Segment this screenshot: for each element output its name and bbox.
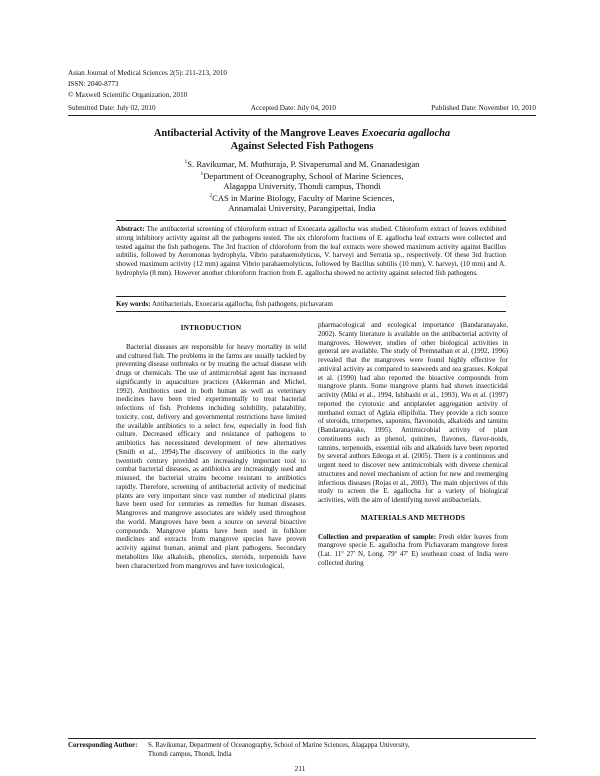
author-list: $^1$S. Ravikumar, M. Muthuraja, P. Sivaperumal and M. Gnanadesigan (184, 158, 420, 169)
page-number: 211 (294, 764, 306, 773)
abstract-label: Abstract: (116, 225, 145, 233)
keywords-rule (116, 311, 506, 312)
abstract-top-rule (116, 220, 506, 221)
header-rule (68, 115, 536, 116)
introduction-paragraph-1: Bacterial diseases are responsible for heavy mortality in wild and cultured fish. The problems in the farms are usually tackled by preventing disease outbreaks or by treating the actual disease with drugs or chemicals. The use of antimicrobial agent has increased significantly in aquaculture practices (Akkerman and Michel, 1992). Antibiotics used in both human as well as veterinary medicines have been tried experimentally to treat bacterial infections of fish. Problems including solubility, palatability, toxicity, cost, delivery and governmental restrictions have limited the available antibiotics to a select few, especially in food fish culture. Decreased efficacy and resistance of pathogens to antibiotics has necessitated development of new alternatives (Smith et al., 1994).The discovery of antibiotics in the early twentieth century provided an increasingly important tool to combat bacterial diseases, as antibiotics are increasingly used and misused, the bacterial strains become resistant to antibiotics rapidly. Therefore, screening of antibacterial activity of medicinal plants are very important since vast number of medicinal plants have been used for centuries as remedies for human diseases. Mangroves and mangrove associates are widely used throughout the world. Mangroves have been a source on several bioactive compounds. Mangrove plants have been used in folklore medicines and extracts from mangrove species have proven activity against human, animal and plant pathogens. Secondary metabolites like alkaloids, phenolics, steroids, terpenoids have been characterized from mangroves and have toxicological, (116, 342, 306, 570)
published-date: Published Date: November 10, 2010 (431, 104, 536, 112)
journal-copyright: © Maxwell Scientific Organization, 2010 (68, 91, 188, 99)
affiliation-2-line-2: Annamalai University, Parangipettai, India (228, 203, 376, 214)
methods-paragraph (318, 533, 508, 568)
methods-text: Fresh elder leaves from mangrove specie E. agallocha from Pichavaram mangrove forest (Lat. 11º 27' N, Long. 79º 47' E) southeast coast of India were collected during (318, 532, 508, 567)
keywords (116, 300, 506, 309)
corresponding-label: Corresponding Author: (68, 742, 138, 749)
left-column (116, 321, 306, 570)
journal-citation: Asian Journal of Medical Sciences 2(5): 211-213, 2010 (68, 69, 228, 77)
methods-heading: MATERIALS AND METHODS (360, 512, 466, 522)
introduction-paragraph-2: pharmacological and ecological importance (Bandaranayake, 2002). Scanty literature is available on the antibacterial activity of mangroves. However, studies of other biological activities in general are available. The study of Premnathan et al. (1992, 1996) revealed that the mangroves were found highly effective for antiviral activity as compared to seaweeds and sea grasses. Kokpal et al. (1990) had also reported the bioactive compounds from mangrove plants. Some mangrove plants had shown insecticidal activity (Miki et al., 1994, Ishibashi et al., 1993). Wu et al. (1997) reported the cytotoxic and antiplatelet aggregation activity of methanol extract of Aglaia ellipifolia. They provide a rich source of steroids, triterpenes, saponins, flavonoids, alkaloids and tannins (Bandaranayake, 1995). Antimicrobial activity of plant constituents such as phenol, quinines, flavones, flavor-noids, tannins, terpenoids, essential oils and alkaloids have been reported by several authors Edeoga et al. (2005). There is a continuous and urgent need to discover new antimicrobials with diverse chemical structures and novel mechanism of action for new and reemerging infectious diseases (Rojas et al., 2003). The main objectives of this study to screen the E. agallocha for a variety of biological activities, with the aim of identifying novel antibacterials. (318, 321, 508, 504)
abstract (116, 225, 506, 278)
abstract-bottom-rule (116, 296, 506, 297)
introduction-heading: INTRODUCTION (180, 323, 242, 332)
affiliation-1-line-2: Alagappa University, Thondi campus, Thondi (223, 181, 381, 192)
paper-title: Antibacterial Activity of the Mangrove Leaves Exoecaria agallocha Against Selected Fish Pathogens (68, 127, 536, 153)
methods-subheading: Collection and preparation of sample: (318, 532, 437, 541)
title-line-2: Against Selected Fish Pathogens (230, 141, 374, 152)
footnote-rule (68, 738, 536, 739)
keywords-label: Key words: (116, 300, 151, 308)
journal-dates (68, 104, 536, 112)
corresponding-author (68, 741, 536, 759)
abstract-text: The antibacterial screening of chloroform extract of Exoecaria agallocha was studied. Chloroform extract of leaves exhibited strong inhibitory activity against all the pathogens tested. The six chloroform fractions of E. agallocha leaf extracts were collected and tested against the fish pathogens. The 3rd fraction of chloroform from the leaf extracts were showed maximum activity against Bacillus subtilis, followed by Aeromonas hydrophyla, Vibrio parahaemolyticus, V. harveyi and Serratia sp., respectively. Of these 3rd fraction showed maximum activity (12 mm) against Vibrio parahaemolyticus, followed by Bacillus subtilis (10 mm), V. harveyi, (10 mm) and A. hydrophyla (8 mm). However another chloroform fraction from E. agallocha showed no activity against selected fish pathogens. (116, 225, 506, 277)
accepted-date: Accepted Date: July 04, 2010 (250, 104, 337, 112)
affiliation-1-line-1: Department of Oceanography, School of Marine Sciences, (203, 170, 404, 181)
authors-block: $^1$S. Ravikumar, M. Muthuraja, P. Sivaperumal and M. Gnanadesigan $^1$Department of Oceanography, School of Marine Sciences, Alagappa University, Thondi campus, Thondi $^2$CAS in Marine Biology, Faculty of Marine Sciences, Annamalai University, Parangipettai, India (68, 157, 536, 214)
affiliation-2-line-1: CAS in Marine Biology, Faculty of Marine Sciences, (212, 193, 395, 204)
journal-header (68, 68, 227, 101)
keywords-text: Antibacterials, Exoecaria agallocha, fish pathogens, pichavaram (150, 300, 333, 308)
corresponding-line-2: Thondi campus, Thondi, India (148, 751, 232, 758)
corresponding-line-1: S. Ravikumar, Department of Oceanography, School of Marine Sciences, Alagappa University, (148, 742, 410, 749)
right-column (318, 321, 508, 568)
submitted-date: Submitted Date: July 02, 2010 (68, 104, 156, 112)
title-species: Exoecaria agallocha (361, 128, 451, 139)
journal-issn: ISSN: 2040-8773 (68, 80, 119, 88)
